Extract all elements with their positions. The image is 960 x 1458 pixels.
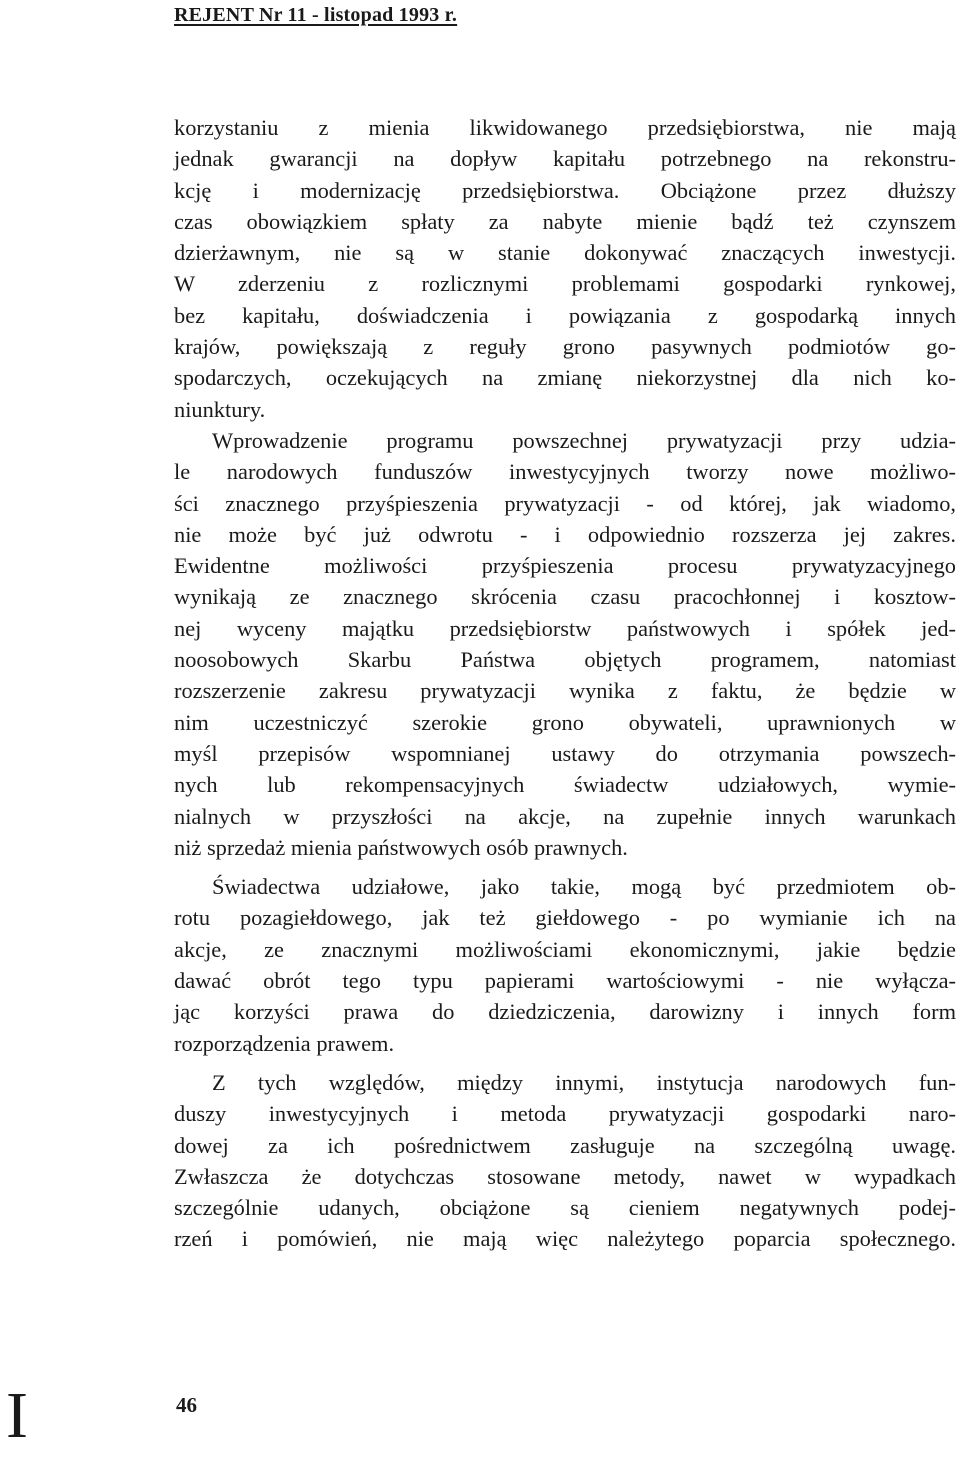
text-line: czas obowiązkiem spłaty za nabyte mienie bądź też czynszem: [174, 208, 956, 234]
text-line: rzeń i pomówień, nie mają więc należytego poparcia społecznego.: [174, 1226, 956, 1252]
text-line: szczególnie udanych, obciążone są cieniem negatywnych podej-: [174, 1195, 956, 1221]
text-line: Wprowadzenie programu powszechnej prywatyzacji przy udzia-: [212, 427, 956, 453]
body-text: [174, 112, 956, 1255]
text-line: spodarczych, oczekujących na zmianę niekorzystnej dla nich ko-: [174, 365, 956, 391]
text-line: akcje, ze znacznymi możliwościami ekonomicznymi, jakie będzie: [174, 936, 956, 962]
text-line: jednak gwarancji na dopływ kapitału potrzebnego na rekonstru-: [174, 146, 956, 172]
text-line: noosobowych Skarbu Państwa objętych programem, natomiast: [174, 647, 956, 673]
text-line: kcję i modernizację przedsiębiorstwa. Obciążone przez dłuższy: [174, 177, 956, 203]
text-line: nim uczestniczyć szerokie grono obywateli, uprawnionych w: [174, 709, 956, 735]
text-line: myśl przepisów wspomnianej ustawy do otrzymania powszech-: [174, 740, 956, 766]
text-line: dawać obrót tego typu papierami wartościowymi - nie wyłącza-: [174, 968, 956, 994]
text-line: korzystaniu z mienia likwidowanego przedsiębiorstwa, nie mają: [174, 115, 956, 140]
running-header: REJENT Nr 11 - listopad 1993 r.: [174, 4, 458, 26]
text-line: rotu pozagiełdowego, jak też giełdowego - po wymianie ich na: [174, 905, 956, 931]
text-line: Zwłaszcza że dotychczas stosowane metody, nawet w wypadkach: [174, 1163, 956, 1189]
text-line: W zderzeniu z rozlicznymi problemami gospodarki rynkowej,: [174, 271, 956, 297]
text-line: nej wyceny majątku przedsiębiorstw państwowych i spółek jed-: [174, 615, 956, 641]
text-line: jąc korzyści prawa do dziedziczenia, darowizny i innych form: [174, 999, 956, 1025]
text-line: rozporządzenia prawem.: [174, 1030, 395, 1056]
text-line: Ewidentne możliwości przyśpieszenia procesu prywatyzacyjnego: [174, 553, 956, 579]
text-line: dowej za ich pośrednictwem zasługuje na szczególną uwagę.: [174, 1132, 956, 1158]
text-line: krajów, powiększają z reguły grono pasywnych podmiotów go-: [174, 334, 956, 360]
text-line: dzierżawnym, nie są w stanie dokonywać znaczących inwestycji.: [174, 240, 956, 266]
page-number: 46: [176, 1393, 197, 1417]
text-line: nialnych w przyszłości na akcje, na zupełnie innych warunkach: [174, 803, 956, 829]
text-line: nych lub rekompensacyjnych świadectw udziałowych, wymie-: [174, 772, 956, 798]
text-line: wynikają ze znacznego skrócenia czasu pracochłonnej i kosztow-: [174, 584, 956, 610]
text-line: niunktury.: [174, 396, 266, 422]
margin-mark: I: [6, 1379, 28, 1452]
text-line: duszy inwestycyjnych i metoda prywatyzacji gospodarki naro-: [174, 1101, 956, 1127]
text-line: le narodowych funduszów inwestycyjnych tworzy nowe możliwo-: [174, 459, 956, 485]
text-line: bez kapitału, doświadczenia i powiązania z gospodarką innych: [174, 302, 956, 328]
text-line: Z tych względów, między innymi, instytucja narodowych fun-: [212, 1069, 956, 1095]
text-line: Świadectwa udziałowe, jako takie, mogą być przedmiotem ob-: [212, 874, 956, 900]
text-line: rozszerzenie zakresu prywatyzacji wynika z faktu, że będzie w: [174, 678, 956, 704]
text-line: nie może być już odwrotu - i odpowiednio rozszerza jej zakres.: [174, 521, 956, 547]
text-line: niż sprzedaż mienia państwowych osób prawnych.: [174, 834, 628, 860]
text-line: ści znacznego przyśpieszenia prywatyzacji - od której, jak wiadomo,: [174, 490, 956, 516]
